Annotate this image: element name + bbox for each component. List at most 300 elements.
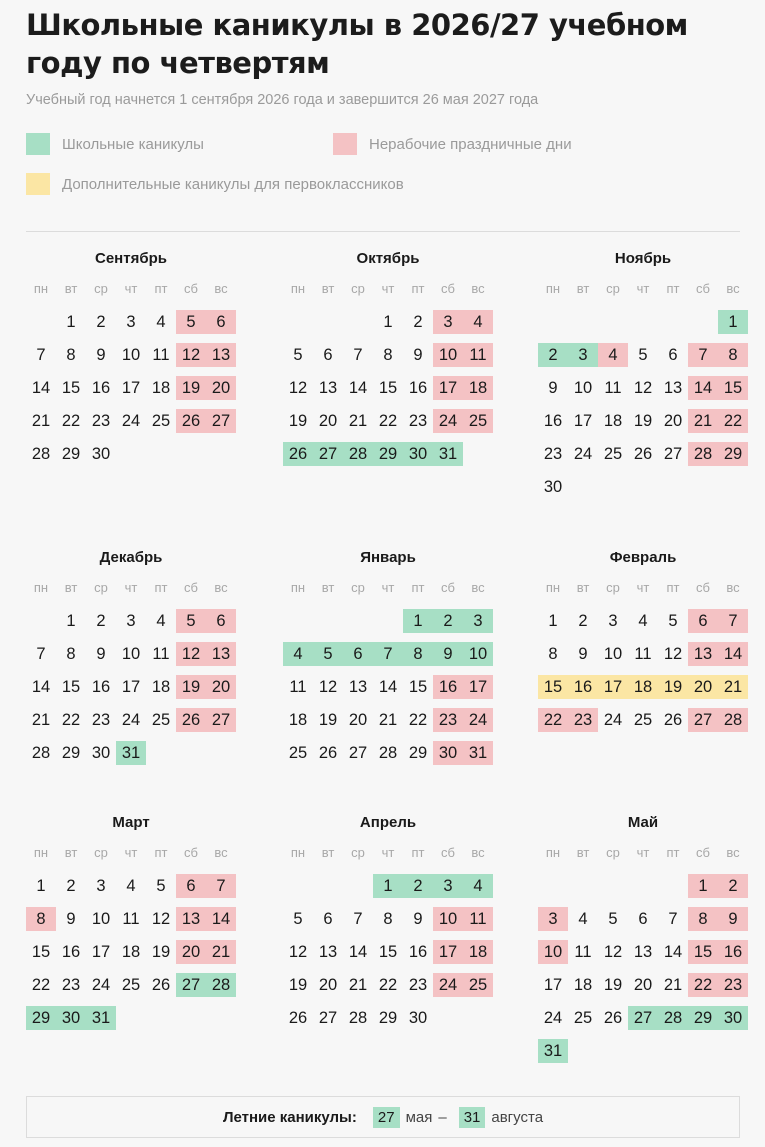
- weekday-label: ср: [606, 281, 620, 296]
- calendar-day: 19: [633, 411, 653, 430]
- month-name: Май: [627, 814, 659, 831]
- week-row: [538, 902, 748, 935]
- calendar-day: 11: [604, 378, 622, 397]
- weekday-label: ср: [351, 281, 365, 296]
- summer-end-day: 31: [459, 1107, 486, 1128]
- calendar-day: 22: [378, 975, 398, 994]
- holiday-day: 5: [176, 305, 206, 338]
- week-row: [283, 1001, 493, 1034]
- weekday-header: [283, 578, 493, 598]
- calendar-day: 14: [31, 677, 51, 696]
- calendar-day: 17: [91, 942, 111, 961]
- weekday-label: пт: [411, 281, 425, 296]
- empty-day: [538, 305, 568, 338]
- weekday-label: чт: [636, 281, 650, 296]
- holiday-day: 13: [688, 637, 718, 670]
- calendar-day: 5: [293, 909, 303, 928]
- calendar-day: 27: [348, 743, 368, 762]
- calendar-day: 29: [61, 743, 81, 762]
- empty-day: [313, 305, 343, 338]
- holiday-day: 1: [688, 869, 718, 902]
- extra-vacation-day: 21: [718, 670, 748, 703]
- calendar-day: 3: [96, 876, 106, 895]
- weekday-label: вт: [64, 845, 78, 860]
- holiday-day: 23: [718, 968, 748, 1001]
- calendar-day: 25: [151, 411, 171, 430]
- month-calendar: [538, 547, 748, 736]
- vacation-day: 29: [26, 1001, 56, 1034]
- divider: [26, 231, 740, 232]
- week-row: [283, 968, 493, 1001]
- page-title: Школьные каникулы в 2026/27 учебном году по четвертям: [26, 8, 688, 80]
- legend-vacation-swatch: [26, 133, 50, 155]
- empty-day: [433, 1001, 463, 1034]
- holiday-day: 4: [463, 305, 493, 338]
- vacation-day: 2: [538, 338, 568, 371]
- calendar-day: 21: [663, 975, 683, 994]
- month-name: Февраль: [609, 549, 677, 566]
- calendar-day: 6: [638, 909, 648, 928]
- calendar-day: 1: [383, 312, 393, 331]
- vacation-day: 3: [568, 338, 598, 371]
- calendar-day: 12: [663, 644, 683, 663]
- holiday-day: 6: [176, 869, 206, 902]
- calendar-day: 17: [573, 411, 593, 430]
- week-row: [283, 637, 493, 670]
- calendar-day: 21: [31, 411, 51, 430]
- vacation-day: 27: [176, 968, 206, 1001]
- page-subtitle: Учебный год начнется 1 сентября 2026 года и завершится 26 мая 2027 года: [26, 92, 539, 108]
- holiday-day: 15: [688, 935, 718, 968]
- holiday-day: 24: [433, 968, 463, 1001]
- calendar-day: 7: [353, 909, 363, 928]
- weekday-label: вс: [471, 580, 485, 595]
- calendar-day: 12: [288, 378, 308, 397]
- calendar-day: 29: [408, 743, 428, 762]
- holiday-day: 9: [718, 902, 748, 935]
- summer-end-month: августа: [491, 1108, 544, 1126]
- extra-vacation-day: 20: [688, 670, 718, 703]
- week-row: [26, 703, 236, 736]
- calendar-day: 10: [573, 378, 593, 397]
- weekday-label: ср: [351, 845, 365, 860]
- weekday-label: вс: [726, 580, 740, 595]
- weekday-label: чт: [381, 845, 395, 860]
- weekday-label: ср: [94, 845, 108, 860]
- empty-day: [568, 1034, 598, 1067]
- empty-day: [146, 736, 176, 769]
- month-name: Январь: [360, 549, 416, 566]
- month-calendar: [283, 248, 493, 470]
- empty-day: [598, 305, 628, 338]
- summer-start-month: мая: [405, 1108, 433, 1126]
- weekday-label: вс: [214, 281, 228, 296]
- calendar-day: 9: [413, 345, 423, 364]
- weekday-label: сб: [184, 845, 198, 860]
- calendar-day: 16: [61, 942, 81, 961]
- weekday-label: сб: [441, 281, 455, 296]
- calendar-day: 10: [91, 909, 111, 928]
- empty-day: [628, 470, 658, 503]
- calendar-day: 21: [378, 710, 398, 729]
- weekday-label: вт: [64, 580, 78, 595]
- calendar-day: 24: [91, 975, 111, 994]
- week-row: [538, 371, 748, 404]
- calendar-day: 23: [408, 975, 428, 994]
- calendar-day: 15: [378, 942, 398, 961]
- calendar-day: 26: [633, 444, 653, 463]
- holiday-day: 28: [718, 703, 748, 736]
- weekday-label: вт: [576, 281, 590, 296]
- holiday-day: 14: [718, 637, 748, 670]
- holiday-day: 30: [433, 736, 463, 769]
- calendar-day: 25: [573, 1008, 593, 1027]
- empty-day: [343, 604, 373, 637]
- calendar-day: 17: [121, 677, 141, 696]
- calendar-day: 29: [378, 1008, 398, 1027]
- weekday-label: сб: [441, 845, 455, 860]
- calendar-day: 15: [61, 378, 81, 397]
- holiday-day: 13: [206, 637, 236, 670]
- week-row: [26, 902, 236, 935]
- calendar-day: 19: [318, 710, 338, 729]
- calendar-day: 23: [91, 411, 111, 430]
- calendar-day: 12: [603, 942, 623, 961]
- calendar-day: 28: [31, 743, 51, 762]
- empty-day: [146, 437, 176, 470]
- vacation-day: 28: [658, 1001, 688, 1034]
- calendar-day: 18: [151, 378, 171, 397]
- empty-day: [628, 1034, 658, 1067]
- weekday-label: пн: [33, 281, 49, 296]
- calendar-day: 21: [348, 975, 368, 994]
- calendar-day: 4: [156, 312, 166, 331]
- week-row: [538, 869, 748, 902]
- calendar-day: 25: [633, 710, 653, 729]
- holiday-day: 27: [206, 404, 236, 437]
- weekday-label: пн: [33, 580, 49, 595]
- holiday-day: 21: [688, 404, 718, 437]
- calendar-day: 4: [638, 611, 648, 630]
- weekday-label: сб: [696, 580, 710, 595]
- calendar-day: 14: [378, 677, 398, 696]
- vacation-day: 31: [433, 437, 463, 470]
- holiday-day: 17: [463, 670, 493, 703]
- weekday-header: [26, 843, 236, 863]
- month-calendar: [26, 812, 236, 1034]
- empty-day: [206, 1001, 236, 1034]
- holiday-day: 6: [688, 604, 718, 637]
- holiday-day: 27: [206, 703, 236, 736]
- calendar-day: 5: [293, 345, 303, 364]
- vacation-day: 31: [538, 1034, 568, 1067]
- calendar-day: 3: [608, 611, 618, 630]
- weekday-label: ср: [606, 580, 620, 595]
- legend-extra-swatch: [26, 173, 50, 195]
- weekday-header: [283, 843, 493, 863]
- week-row: [538, 437, 748, 470]
- weekday-label: чт: [636, 845, 650, 860]
- weekday-label: пт: [411, 845, 425, 860]
- vacation-day: 27: [628, 1001, 658, 1034]
- empty-day: [718, 1034, 748, 1067]
- empty-day: [116, 437, 146, 470]
- vacation-day: 1: [718, 305, 748, 338]
- month-name: Октябрь: [356, 250, 420, 267]
- vacation-day: 7: [373, 637, 403, 670]
- empty-day: [463, 1001, 493, 1034]
- empty-day: [206, 437, 236, 470]
- month-calendar: [538, 248, 748, 503]
- holiday-day: 25: [463, 404, 493, 437]
- calendar-day: 5: [156, 876, 166, 895]
- extra-vacation-day: 15: [538, 670, 568, 703]
- vacation-day: 28: [206, 968, 236, 1001]
- calendar-day: 30: [91, 444, 111, 463]
- calendar-day: 25: [121, 975, 141, 994]
- calendar-day: 4: [578, 909, 588, 928]
- calendar-day: 17: [543, 975, 563, 994]
- week-row: [283, 869, 493, 902]
- calendar-day: 9: [548, 378, 558, 397]
- calendar-day: 1: [36, 876, 46, 895]
- vacation-day: 1: [373, 869, 403, 902]
- weekday-label: сб: [441, 580, 455, 595]
- weekday-label: вт: [321, 845, 335, 860]
- vacation-day: 9: [433, 637, 463, 670]
- calendar-day: 18: [603, 411, 623, 430]
- holiday-day: 13: [206, 338, 236, 371]
- calendar-day: 16: [91, 378, 111, 397]
- week-row: [26, 670, 236, 703]
- weekday-label: пн: [290, 281, 306, 296]
- vacation-day: 26: [283, 437, 313, 470]
- calendar-day: 11: [152, 345, 170, 364]
- holiday-day: 8: [718, 338, 748, 371]
- week-row: [283, 371, 493, 404]
- weekday-label: ср: [351, 580, 365, 595]
- calendar-day: 10: [121, 644, 141, 663]
- weekday-label: вс: [471, 281, 485, 296]
- weekday-label: пн: [290, 845, 306, 860]
- weekday-label: вт: [321, 281, 335, 296]
- holiday-day: 11: [463, 902, 493, 935]
- empty-day: [568, 305, 598, 338]
- vacation-day: 29: [373, 437, 403, 470]
- calendar-day: 9: [66, 909, 76, 928]
- calendar-day: 26: [288, 1008, 308, 1027]
- calendar-day: 5: [668, 611, 678, 630]
- calendar-day: 30: [91, 743, 111, 762]
- week-row: [283, 736, 493, 769]
- weekday-label: вт: [64, 281, 78, 296]
- weekday-label: чт: [381, 580, 395, 595]
- calendar-day: 25: [288, 743, 308, 762]
- week-row: [538, 470, 748, 503]
- holiday-day: 28: [688, 437, 718, 470]
- vacation-day: 3: [433, 869, 463, 902]
- holiday-day: 8: [26, 902, 56, 935]
- holiday-day: 27: [688, 703, 718, 736]
- calendar-day: 24: [603, 710, 623, 729]
- empty-day: [658, 869, 688, 902]
- week-row: [538, 305, 748, 338]
- weekday-header: [538, 279, 748, 299]
- calendar-day: 28: [31, 444, 51, 463]
- weekday-label: пт: [666, 580, 680, 595]
- holiday-day: 29: [718, 437, 748, 470]
- empty-day: [628, 305, 658, 338]
- calendar-day: 22: [31, 975, 51, 994]
- calendar-day: 30: [408, 1008, 428, 1027]
- holiday-day: 7: [718, 604, 748, 637]
- week-row: [26, 1001, 236, 1034]
- calendar-day: 27: [663, 444, 683, 463]
- week-row: [26, 437, 236, 470]
- weekday-label: ср: [94, 580, 108, 595]
- calendar-day: 6: [323, 909, 333, 928]
- calendar-day: 2: [66, 876, 76, 895]
- calendar-day: 22: [378, 411, 398, 430]
- week-row: [283, 338, 493, 371]
- calendar-day: 23: [61, 975, 81, 994]
- week-row: [283, 404, 493, 437]
- holiday-day: 20: [206, 371, 236, 404]
- calendar-day: 9: [578, 644, 588, 663]
- calendar-day: 15: [378, 378, 398, 397]
- month-calendar: [538, 812, 748, 1067]
- calendar-day: 28: [348, 1008, 368, 1027]
- empty-day: [176, 437, 206, 470]
- holiday-day: 26: [176, 404, 206, 437]
- week-row: [283, 305, 493, 338]
- calendar-day: 14: [31, 378, 51, 397]
- weekday-header: [283, 279, 493, 299]
- month-calendar: [283, 812, 493, 1034]
- holiday-day: 10: [433, 902, 463, 935]
- week-row: [26, 371, 236, 404]
- calendar-day: 11: [634, 644, 652, 663]
- calendar-day: 18: [121, 942, 141, 961]
- holiday-day: 7: [688, 338, 718, 371]
- vacation-day: 30: [403, 437, 433, 470]
- holiday-day: 12: [176, 338, 206, 371]
- calendar-day: 25: [603, 444, 623, 463]
- vacation-day: 4: [283, 637, 313, 670]
- weekday-label: вс: [726, 845, 740, 860]
- empty-day: [688, 1034, 718, 1067]
- vacation-day: 28: [343, 437, 373, 470]
- summer-vacation-footer: [26, 1096, 740, 1138]
- month-name: Ноябрь: [614, 250, 672, 267]
- week-row: [538, 1034, 748, 1067]
- week-row: [283, 935, 493, 968]
- calendar-day: 17: [121, 378, 141, 397]
- weekday-label: пн: [545, 845, 561, 860]
- empty-day: [538, 869, 568, 902]
- holiday-day: 22: [538, 703, 568, 736]
- calendar-day: 1: [66, 312, 76, 331]
- calendar-day: 22: [408, 710, 428, 729]
- vacation-day: 4: [463, 869, 493, 902]
- calendar-day: 4: [126, 876, 136, 895]
- weekday-label: вт: [576, 845, 590, 860]
- vacation-day: 10: [463, 637, 493, 670]
- calendar-day: 19: [288, 411, 308, 430]
- holiday-day: 19: [176, 670, 206, 703]
- vacation-day: 27: [313, 437, 343, 470]
- month-calendar: [283, 547, 493, 769]
- empty-day: [658, 470, 688, 503]
- extra-vacation-day: 19: [658, 670, 688, 703]
- calendar-day: 10: [603, 644, 623, 663]
- empty-day: [598, 869, 628, 902]
- calendar-day: 5: [608, 909, 618, 928]
- empty-day: [628, 869, 658, 902]
- calendar-day: 13: [318, 942, 338, 961]
- holiday-day: 10: [538, 935, 568, 968]
- calendar-day: 24: [121, 710, 141, 729]
- week-row: [26, 637, 236, 670]
- holiday-day: 16: [718, 935, 748, 968]
- calendar-day: 28: [378, 743, 398, 762]
- month-calendar: [26, 248, 236, 470]
- calendar-day: 21: [31, 710, 51, 729]
- weekday-label: пт: [666, 845, 680, 860]
- calendar-day: 9: [96, 345, 106, 364]
- empty-day: [283, 869, 313, 902]
- calendar-day: 6: [668, 345, 678, 364]
- empty-day: [176, 736, 206, 769]
- holiday-day: 2: [718, 869, 748, 902]
- week-row: [283, 902, 493, 935]
- week-row: [26, 604, 236, 637]
- weekday-label: сб: [696, 281, 710, 296]
- calendar-day: 16: [408, 378, 428, 397]
- week-row: [538, 968, 748, 1001]
- weekday-label: пт: [154, 845, 168, 860]
- holiday-day: 13: [176, 902, 206, 935]
- holiday-day: 15: [718, 371, 748, 404]
- calendar-day: 2: [96, 312, 106, 331]
- empty-day: [283, 305, 313, 338]
- holiday-day: 8: [688, 902, 718, 935]
- empty-day: [26, 604, 56, 637]
- weekday-label: сб: [696, 845, 710, 860]
- empty-day: [598, 470, 628, 503]
- calendar-day: 2: [413, 312, 423, 331]
- weekday-label: вс: [214, 580, 228, 595]
- calendar-day: 5: [638, 345, 648, 364]
- calendar-day: 9: [96, 644, 106, 663]
- week-row: [538, 1001, 748, 1034]
- empty-day: [176, 1001, 206, 1034]
- holiday-day: 19: [176, 371, 206, 404]
- vacation-day: 2: [433, 604, 463, 637]
- holiday-day: 4: [598, 338, 628, 371]
- empty-day: [313, 869, 343, 902]
- weekday-label: пн: [33, 845, 49, 860]
- month-calendar: [26, 547, 236, 769]
- weekday-label: пт: [154, 580, 168, 595]
- weekday-label: вс: [726, 281, 740, 296]
- calendar-day: 10: [121, 345, 141, 364]
- holiday-day: 14: [688, 371, 718, 404]
- calendar-day: 13: [633, 942, 653, 961]
- holiday-day: 17: [433, 371, 463, 404]
- week-row: [538, 935, 748, 968]
- calendar-day: 8: [548, 644, 558, 663]
